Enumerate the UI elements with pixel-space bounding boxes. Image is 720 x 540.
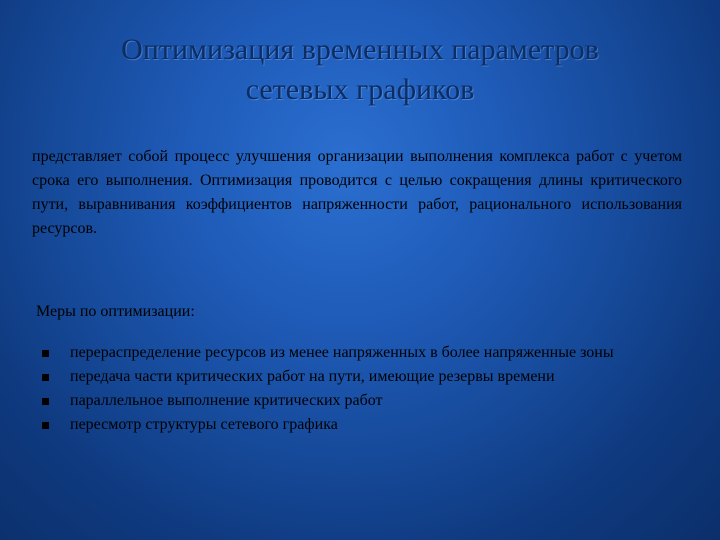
list-item <box>36 414 636 436</box>
measures-list <box>36 342 636 438</box>
list-item-text: передача части критических работ на пути, имеющие резервы времени <box>70 368 555 385</box>
title-line-2: сетевых графиков <box>245 73 475 106</box>
list-item-text: пересмотр структуры сетевого графика <box>70 416 338 433</box>
title-line-1: Оптимизация временных параметров <box>121 33 599 66</box>
square-bullet-icon <box>42 422 49 429</box>
list-item <box>36 366 636 388</box>
list-item <box>36 390 636 412</box>
slide-title <box>40 30 680 110</box>
square-bullet-icon <box>42 350 49 357</box>
measures-heading: Меры по оптимизации: <box>36 303 195 320</box>
list-item <box>36 342 636 364</box>
intro-paragraph: представляет собой процесс улучшения организации выполнения комплекса работ с учетом срока его выполнения. Оптимизация проводится с целью сокращения длины критического пути, выравнивания коэффициентов напряженности работ, рационального использования ресурсов. <box>32 148 682 237</box>
square-bullet-icon <box>42 374 49 381</box>
list-item-text: параллельное выполнение критических работ <box>70 392 383 409</box>
list-item-text: перераспределение ресурсов из менее напряженных в более напряженные зоны <box>70 344 614 361</box>
square-bullet-icon <box>42 398 49 405</box>
